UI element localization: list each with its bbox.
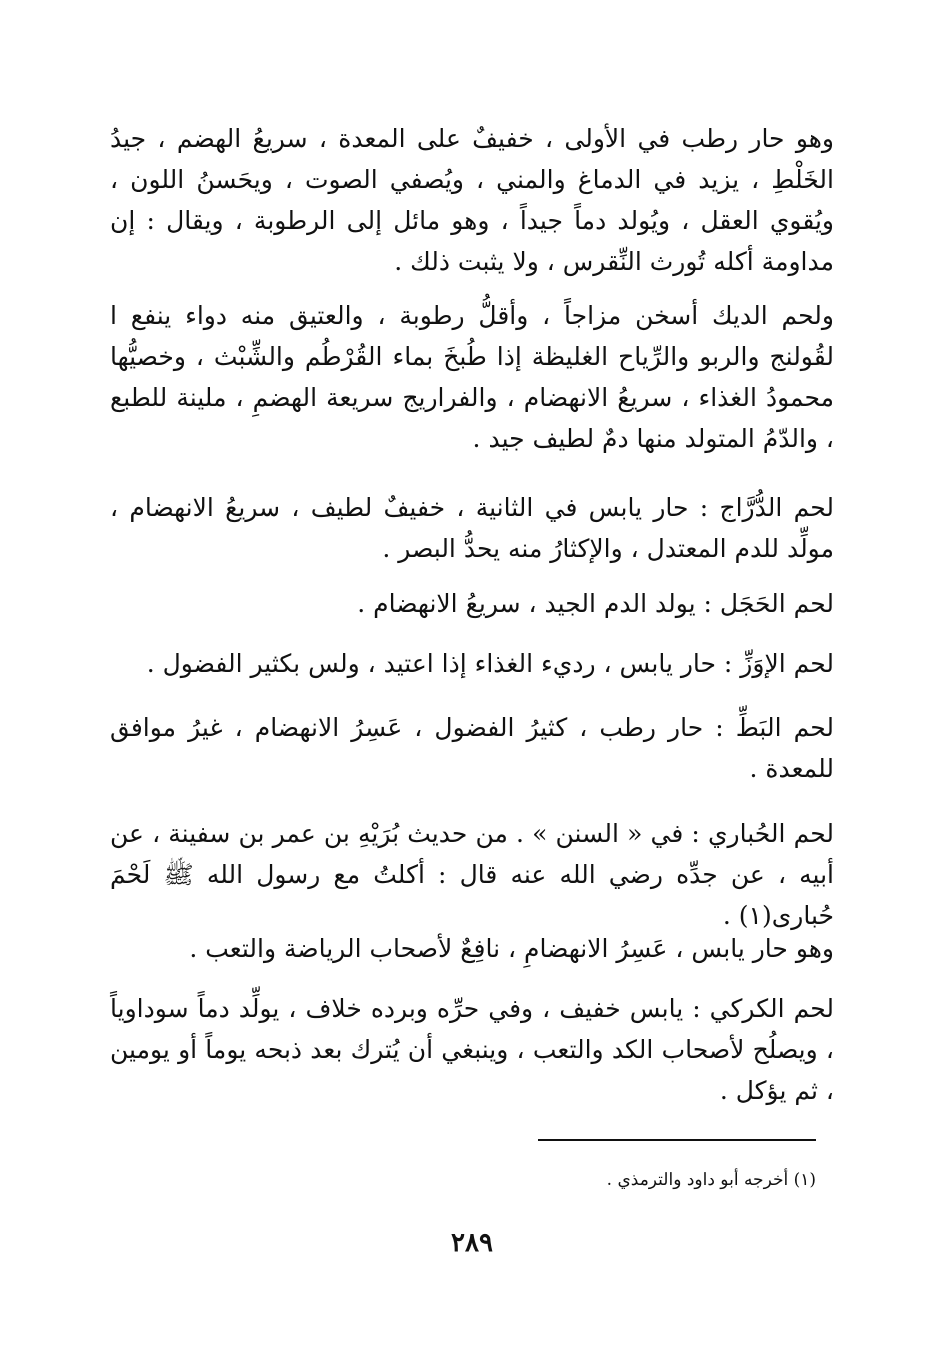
paragraph-bustard-properties: وهو حار يابس ، عَسِرُ الانهضامِ ، نافِعٌ لأصحاب الرياضة والتعب . xyxy=(189,934,834,963)
paragraph-bustard: لحم الحُباري : في « السنن » . من حديث بُرَيْهِ بن عمر بن سفينة ، عن أبيه ، عن جدِّه رضي الله عنه قال : أكلتُ مع رسول الله ﷺ لَحْمَ حُبارى(١) . xyxy=(110,819,834,930)
paragraph-rooster: ولحم الديك أسخن مزاجاً ، وأقلُّ رطوبة ، والعتيق منه دواء ينفع ا لقُولنج والربو والرِّياح الغليظة إذا طُبخَ بماء القُرْطُم والشِّبْث ، وخصيُّها محمودُ الغذاء ، سريعُ الانهضام ، والفراريج سريعة الهضمِ ، ملينة للطبع ، والدّمُ المتولد منها دمٌ لطيف جيد . xyxy=(110,301,834,453)
paragraph-duck: لحم البَطِّ : حار رطب ، كثيرُ الفضول ، عَسِرُ الانهضام ، غيرُ موافق للمعدة . xyxy=(110,713,834,783)
paragraph-goose: لحم الإوَزِّ : حار يابس ، رديء الغذاء إذا اعتيد ، ولس بكثير الفضول . xyxy=(146,649,834,678)
footnote-divider xyxy=(538,1139,816,1141)
paragraph-partridge: لحم الحَجَل : يولد الدم الجيد ، سريعُ الانهضام . xyxy=(357,589,834,618)
paragraph-crane: لحم الكركي : يابس خفيف ، وفي حرِّه وبرده خلاف ، يولِّد دماً سوداوياً ، ويصلُح لأصحاب الكد والتعب ، وينبغي أن يُترك بعد ذبحه يوماً أو يومين ، ثم يؤكل . xyxy=(110,994,834,1105)
footnote: (١) أخرجه أبو داود والترمذي . xyxy=(606,1170,816,1190)
paragraph-chicken: وهو حار رطب في الأولى ، خفيفٌ على المعدة ، سريعُ الهضم ، جيدُ الخَلْطِ ، يزيد في الدماغ والمني ، ويُصفي الصوت ، ويحَسنُ اللون ، ويُقوي العقل ، ويُولد دماً جيداً ، وهو مائل إلى الرطوبة ، ويقال : إن مداومة أكله تُورث النِّقرس ، ولا يثبت ذلك . xyxy=(110,124,834,276)
page-number: ٢٨٩ xyxy=(451,1228,493,1258)
paragraph-francolin: لحم الدُّرَّاج : حار يابس في الثانية ، خفيفٌ لطيف ، سريعُ الانهضام ، مولِّد للدم المعتدل ، والإكثارُ منه يحدُّ البصر . xyxy=(110,493,834,563)
